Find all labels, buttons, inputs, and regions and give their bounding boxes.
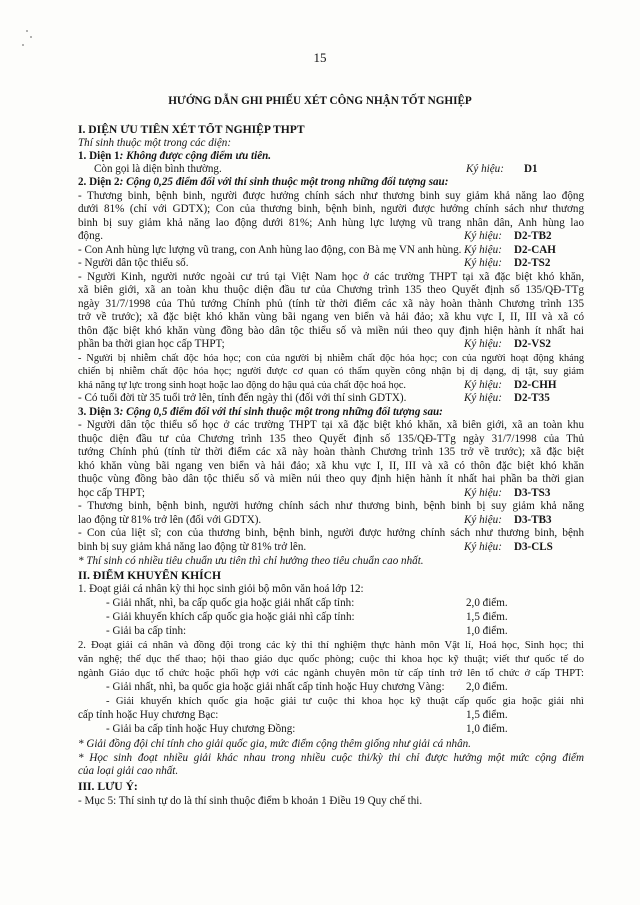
chh-line-3: khả năng tự lực trong sinh hoạt hoặc lao động do hậu quả của chất độc hoá học. — [78, 380, 406, 391]
kyhieu-label: Ký hiệu: — [464, 338, 502, 350]
kyhieu-label: Ký hiệu: — [464, 487, 502, 499]
scan-speck — [22, 44, 24, 46]
ts2-line-1: - Người dân tộc thiểu số. — [78, 257, 189, 269]
kyhieu-label: Ký hiệu: — [464, 379, 502, 391]
dien-1-heading — [78, 150, 584, 163]
award-2-line-2: văn nghệ; thể dục thể thao; hội thao giáo dục quốc phòng; cuộc thi khoa học kỹ thuật; viết thư quốc tế do — [78, 654, 584, 665]
ts2-row — [78, 257, 584, 270]
code-d2-cah: D2-CAH — [514, 244, 556, 256]
chh-line-1: - Người bị nhiễm chất độc hóa học; con của người bị nhiễm chất độc hóa học; con của người hoạt động kháng — [78, 353, 584, 364]
tb2-line-3: binh bị suy giảm khả năng lao động dưới 81%; Anh hùng lực lượng vũ trang nhân dân, Anh hùng lao — [78, 217, 584, 229]
code-d2-t35: D2-T35 — [514, 392, 550, 404]
code-d3-tb3: D3-TB3 — [514, 514, 552, 526]
kyhieu-label: Ký hiệu: — [464, 244, 502, 256]
vs2-line-3: ngày 31/7/1998 của Thủ tướng Chính phủ (tính từ thời điểm các xã này hoàn thành Chương trình 135 — [78, 298, 584, 310]
award-1-item-points: 1,5 điểm. — [466, 611, 508, 623]
ts3-line-1: - Người dân tộc thiểu số học ở các trường THPT tại xã đặc biệt khó khăn, xã biên giới, xã an toàn khu — [78, 419, 584, 431]
code-d2-chh: D2-CHH — [514, 379, 557, 391]
ts3-line-4: khó khăn vùng bãi ngang ven biển và hải đảo; xã khu vực I, II, III và xã có thôn đặc biệt khó khăn — [78, 460, 584, 472]
vs2-line-2: xã biên giới, xã an toàn khu thuộc diện đầu tư của Chương trình 135 theo Quyết định số 135/QĐ-TTg — [78, 284, 584, 296]
page-number: 15 — [313, 50, 327, 65]
award-2-item-2-points: 1,5 điểm. — [466, 709, 508, 721]
dien-3-prefix: 3. Diện 3 — [78, 406, 120, 418]
award-2-item-3-points: 1,0 điểm. — [466, 723, 508, 735]
award-1-item — [106, 625, 584, 638]
ts3-line-6: học cấp THPT; — [78, 487, 145, 499]
award-2-item-3 — [106, 723, 584, 736]
code-d2-vs2: D2-VS2 — [514, 338, 551, 350]
ts3-line-5: thuộc vùng đồng bào dân tộc thiểu số và miền núi theo quy định hiện hành ít nhất hai phần ba thời gian — [78, 473, 584, 485]
tb2-row — [78, 230, 584, 243]
vs2-row — [78, 338, 584, 351]
tb2-line-1: - Thương binh, bệnh binh, người được hưởng chính sách như thương binh suy giảm khả năng lao động — [78, 190, 584, 202]
award-2-line-1: 2. Đoạt giải cá nhân và đồng đội trong các kỳ thi thí nghiệm thực hành môn Vật lí, Hoá học, Sinh học; thi — [78, 640, 584, 651]
cls-row — [78, 541, 584, 554]
code-d3-ts3: D3-TS3 — [514, 487, 551, 499]
award-1-item-points: 1,0 điểm. — [466, 625, 508, 637]
dien-1-title: : Không được cộng điểm ưu tiên. — [119, 150, 272, 162]
vs2-line-1: - Người Kinh, người nước ngoài cư trú tại Việt Nam học ở các trường THPT tại xã đặc biệt khó khăn, — [78, 271, 584, 283]
section-2-note-1: * Giải đồng đội chỉ tính cho giải quốc gia, mức điểm cộng thêm giống như giải cá nhân. — [78, 738, 471, 750]
award-1-heading: 1. Đoạt giải cá nhân kỳ thi học sinh giỏi bộ môn văn hoá lớp 12: — [78, 583, 364, 595]
cls-line-2: binh bị suy giảm khả năng lao động từ 81% trở lên. — [78, 541, 307, 553]
cah-row — [78, 244, 584, 257]
vs2-line-6: phần ba thời gian học cấp THPT; — [78, 338, 225, 350]
award-2-item-2-line-2: cấp tỉnh hoặc Huy chương Bạc: — [78, 709, 219, 721]
tb3-row — [78, 514, 584, 527]
dien-3-title: : Cộng 0,5 điểm đối với thí sinh thuộc một trong những đối tượng sau: — [119, 406, 443, 418]
ts3-line-3: tướng Chính phủ (tính từ thời điểm các xã này hoàn thành Chương trình 135 trở về trước); xã đặc biệt — [78, 446, 584, 458]
chh-line-2: chiến bị nhiễm chất độc hóa học; người được cơ quan có thẩm quyền công nhận bị dị dạng, dị tật, suy giảm — [78, 366, 584, 377]
cls-line-1: - Con của liệt sĩ; con của thương binh, bệnh binh, người được hưởng chính sách như thương binh, bệnh — [78, 527, 584, 539]
vs2-line-5: thôn đặc biệt khó khăn vùng đồng bào dân tộc thiểu số và miền núi theo quy định hiện hành ít nhất hai — [78, 325, 584, 337]
code-d3-cls: D3-CLS — [514, 541, 553, 553]
award-1-item-points: 2,0 điểm. — [466, 597, 508, 609]
award-2-line-3: ngành Giáo dục tổ chức hoặc phối hợp với các ngành chuyên môn từ cấp tỉnh trở lên tổ chức ở cấp THPT: — [78, 668, 584, 679]
ts3-line-2: thuộc diện đầu tư của Chương trình 135 theo Quyết định số 135/QĐ-TTg ngày 31/7/1998 của Thủ — [78, 433, 584, 445]
section-3-heading: III. LƯU Ý: — [78, 780, 138, 793]
t35-line-1: - Có tuổi đời từ 35 tuổi trở lên, tính đến ngày thi (đối với thí sinh GDTX). — [78, 392, 407, 404]
award-2-item-2 — [78, 709, 584, 722]
section-2-heading: II. ĐIỂM KHUYẾN KHÍCH — [78, 569, 222, 582]
award-2-item-1 — [106, 681, 584, 694]
section-1-intro: Thí sinh thuộc một trong các diện: — [78, 137, 232, 149]
award-1-item-label: - Giải ba cấp tỉnh: — [106, 625, 187, 637]
kyhieu-label: Ký hiệu: — [464, 541, 502, 553]
ts3-row — [78, 487, 584, 500]
kyhieu-label: Ký hiệu: — [464, 392, 502, 404]
scan-speck — [26, 30, 28, 32]
section-1-heading: I. DIỆN ƯU TIÊN XÉT TỐT NGHIỆP THPT — [78, 123, 305, 136]
award-1-item — [106, 611, 584, 624]
page-title: HƯỚNG DẪN GHI PHIẾU XÉT CÔNG NHẬN TỐT NGHIỆP — [168, 95, 472, 107]
kyhieu-label: Ký hiệu: — [464, 514, 502, 526]
award-2-item-1-points: 2,0 điểm. — [466, 681, 508, 693]
dien-2-prefix: 2. Diện 2 — [78, 176, 120, 188]
vs2-line-4: trở về trước); xã đặc biệt khó khăn vùng bãi ngang ven biển và hải đảo; xã khu vực I, II, III và xã có — [78, 311, 584, 323]
tb2-line-4: động. — [78, 230, 103, 242]
tb3-line-2: lao động từ 81% trở lên (đối với GDTX). — [78, 514, 262, 526]
award-2-item-1-label: - Giải nhất, nhì, ba quốc gia hoặc giải nhất cấp tỉnh hoặc Huy chương Vàng: — [106, 681, 445, 693]
dien-2-title: : Cộng 0,25 điểm đối với thí sinh thuộc một trong những đối tượng sau: — [119, 176, 449, 188]
kyhieu-label: Ký hiệu: — [464, 230, 502, 242]
award-2-item-2-line-1: - Giải khuyến khích quốc gia hoặc giải tư cuộc thi khoa học kỹ thuật cấp quốc gia hoặc giải nhì — [106, 696, 584, 707]
code-d2-ts2: D2-TS2 — [514, 257, 551, 269]
dien-3-heading — [78, 406, 584, 419]
tb2-line-2: dưới 81% (chỉ với GDTX); Con của thương binh, bệnh binh, người được hưởng chính sách như thương — [78, 203, 584, 215]
award-1-item-label: - Giải nhất, nhì, ba cấp quốc gia hoặc giải nhất cấp tỉnh: — [106, 597, 355, 609]
section-2-note-2-line-1: * Học sinh đoạt nhiều giải khác nhau trong nhiều cuộc thi/kỳ thi chỉ được hưởng một mức cộng điểm — [78, 752, 584, 764]
dien-1-description: Còn gọi là diện bình thường. — [94, 163, 222, 175]
dien-1-row — [94, 163, 584, 176]
cah-line-1: - Con Anh hùng lực lượng vũ trang, con Anh hùng lao động, con Bà mẹ VN anh hùng. — [78, 244, 462, 256]
kyhieu-label: Ký hiệu: — [466, 163, 504, 175]
award-1-item-label: - Giải khuyến khích cấp quốc gia hoặc giải nhì cấp tỉnh: — [106, 611, 355, 623]
award-2-item-3-label: - Giải ba cấp tỉnh hoặc Huy chương Đồng: — [106, 723, 296, 735]
section-2-note-2-line-2: của loại giải cao nhất. — [78, 765, 179, 777]
dien-1-prefix: 1. Diện 1 — [78, 150, 120, 162]
kyhieu-label: Ký hiệu: — [464, 257, 502, 269]
section-1-note: * Thí sinh có nhiều tiêu chuẩn ưu tiên thì chỉ hưởng theo tiêu chuẩn cao nhất. — [78, 555, 424, 567]
code-d2-tb2: D2-TB2 — [514, 230, 552, 242]
scan-speck — [30, 36, 32, 38]
section-3-item: - Mục 5: Thí sinh tự do là thí sinh thuộc điểm b khoản 1 Điều 19 Quy chế thi. — [78, 795, 423, 807]
tb3-line-1: - Thương binh, bệnh binh, người hưởng chính sách như thương binh, bệnh binh bị suy giảm khả năng — [78, 500, 584, 512]
t35-row — [78, 392, 584, 405]
award-1-item — [106, 597, 584, 610]
code-d1: D1 — [524, 163, 538, 175]
dien-2-heading — [78, 176, 584, 189]
chh-row — [78, 379, 584, 392]
